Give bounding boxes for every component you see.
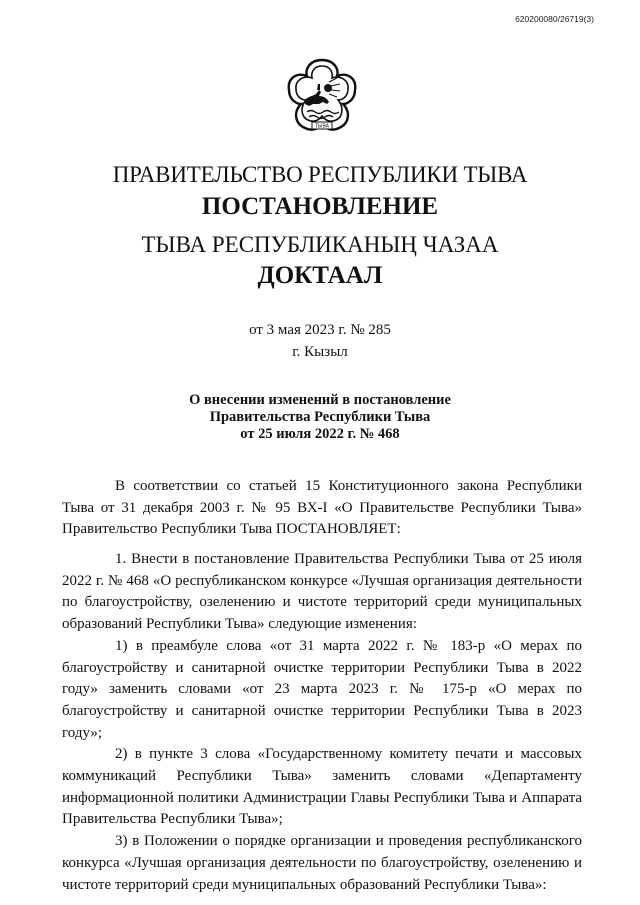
- government-title-tyv: ТЫВА РЕСПУБЛИКАНЫҢ ЧАЗАА: [141, 232, 499, 257]
- government-title-ru: ПРАВИТЕЛЬСТВО РЕСПУБЛИКИ ТЫВА: [112, 162, 528, 187]
- subject-line: Правительства Республики Тыва: [209, 409, 431, 425]
- preamble-section: [62, 476, 582, 541]
- resolution-section: [62, 549, 582, 896]
- clause-paragraph-1-3: 3) в Положении о порядке организации и проведения республиканского конкурса «Лучшая организация деятельности по благоустройству, озеленению и чистоте территорий среди муниципальных образований Республики Тыва»:: [62, 833, 582, 893]
- clause-paragraph-1: 1. Внести в постановление Правительства Республики Тыва от 25 июля 2022 г. № 468 «О республиканском конкурсе «Лучшая организация деятельности по благоустройству, озеленению и чистоте территорий среди муниципальных образований Республики Тыва» следующие изменения:: [62, 551, 582, 633]
- decree-subject: [0, 392, 640, 443]
- decree-title-ru: ПОСТАНОВЛЕНИЕ: [201, 193, 439, 220]
- document-id: 620200080/26719(3): [515, 14, 594, 24]
- decree-city: г. Кызыл: [292, 344, 348, 360]
- emblem-ribbon-text: ТЫВА: [315, 123, 329, 130]
- clause-paragraph-1-2: 2) в пункте 3 слова «Государственному комитету печати и массовых коммуникаций Республики Тыва» заменить словами «Департаменту информационной политики Администрации Главы Республики Тыва и Аппарата Правительства Республики Тыва»;: [62, 746, 582, 828]
- tuva-emblem-icon: [283, 56, 361, 140]
- decree-title-tyv: ДОКТААЛ: [257, 262, 383, 289]
- decree-date-number: от 3 мая 2023 г. № 285: [249, 322, 391, 338]
- clause-paragraph-1-1: 1) в преамбуле слова «от 31 марта 2022 г. № 183-р «О мерах по благоустройству и санитарной очистке территории Республики Тыва в 2022 году» заменить словами «от 23 марта 2023 г. № 175-р «О мерах по благоустройству и санитарной очистке территории Республики Тыва в 2023 году»;: [62, 637, 582, 741]
- subject-line: О внесении изменений в постановление: [189, 392, 451, 408]
- subject-line: от 25 июля 2022 г. № 468: [240, 426, 400, 442]
- preamble-paragraph: В соответствии со статьей 15 Конституционного закона Республики Тыва от 31 декабря 2003 г. № 95 ВХ-I «О Правительстве Республики Тыва» Правительство Республики Тыва ПОСТАНОВЛЯЕТ:: [62, 478, 582, 538]
